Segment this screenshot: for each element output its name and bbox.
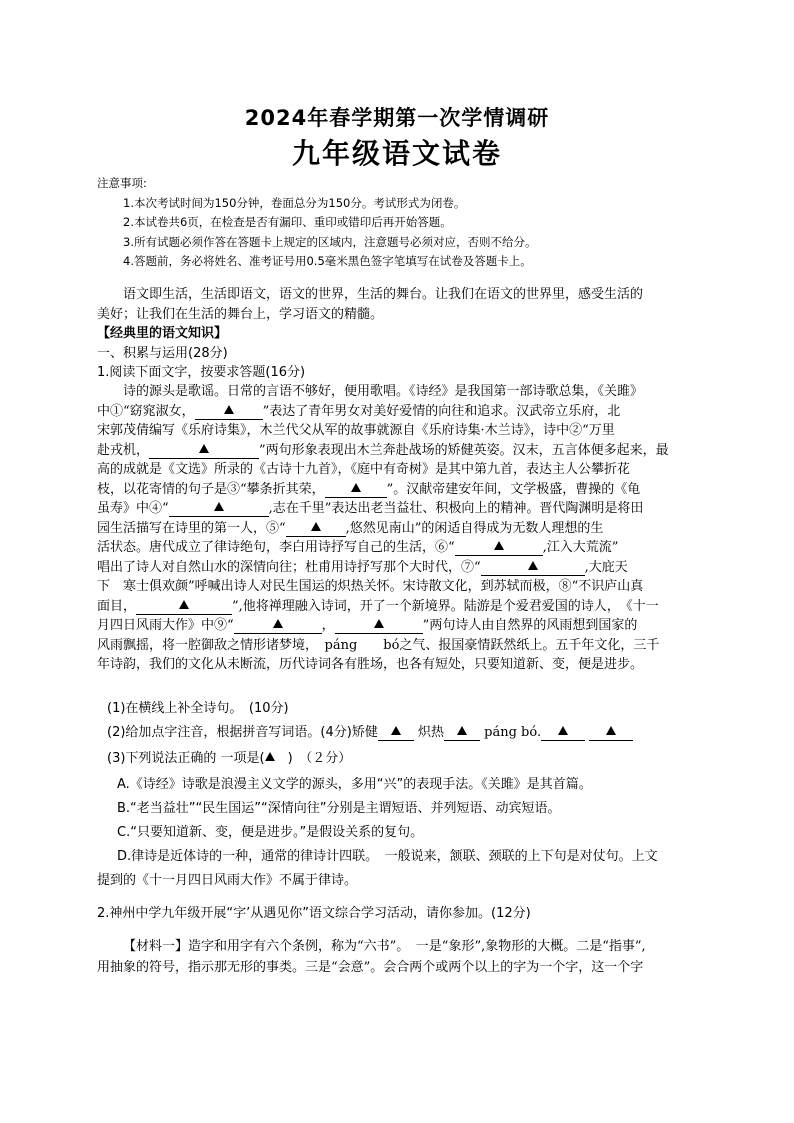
passage-text: ”,他将禅理融入诗词，开了一个新境界。陆游是个爱君爱国的诗人， 《十一 [232,598,659,614]
passage-text: 虽寿》中④“ [97,501,169,516]
passage-line: 诗的源头是歌谣。日常的言语不够好，便用歌唱。《诗经》是我国第一部诗歌总集，《关雎》 [123,384,644,399]
material-line: 用抽象的符号，指示那无形的事类。三是“会意”。会合两个或两个以上的字为一个字，这一个字 [97,960,644,975]
triangle-icon [606,726,616,735]
passage-text: 唱出了诗人对自然山水的深情向往；杜甫用诗抒写那个大时代，⑦“ [97,559,481,575]
subquestion-3-text: (3)下列说法正确的 一项是( [107,751,265,766]
section-label: 【经典里的语文知识】 [97,326,228,341]
answer-blank-chire[interactable] [444,726,480,741]
page-title: 2024年春学期第一次学情调研 [244,106,550,130]
subquestion-2-text: (2)给加点字注音，根据拼音写词语。(4分)矫健 [107,725,378,740]
notice-block [97,174,717,272]
question-1-heading: 1.阅读下面文字，按要求答题(16分) [97,365,306,380]
passage-line: 年诗韵，我们的文化从未断流，历代诗词各有胜场，也各有短处，只要知道新、变，便是进步。 [97,657,644,672]
answer-blank-4[interactable] [169,502,269,517]
passage-text: ”表达了青年男女对美好爱情的向往和追求。汉武帝立乐府，北 [262,403,621,419]
passage: 诗的源头是歌谣。日常的言语不够好，便用歌唱。《诗经》是我国第一部诗歌总集，《关雎》 中①“窈窕淑女， ”表达了青年男女对美好爱情的向往和追求。汉武帝立乐府，北 宋郭茂倩编写《乐府诗集》，木兰代父从军的故事就源自《乐府诗集·木兰诗》，诗中②“万里 赴戎机， ”两句形象表现出木兰奔赴战场的矫健英姿。汉末，五言体便多起来，最 高的成就是《文选》所录的《古诗十九首》，《庭中有奇树》是其中第九首，表达主人公攀折花 枝，以花寄情的句子是③“攀条折其荣， ”。汉献帝建安年间，文学极盛，曹操的《龟 虽寿》中④“ ,志在千里”表达出老当益壮、积极向上的精神。晋代陶渊明是将田 园生活描写在诗里的第一人，⑤“ ,悠然见南山”的闲适自得成为无数人理想的生 活状态。唐代成立了律诗绝句，李白用诗抒写自己的生活，⑥“ ,江入大荒流” 唱出了诗人对自然山水的深情向往；杜甫用诗抒写那个大时代，⑦“ ,大庇天 下 寒士俱欢颜”呼喊出诗人对民生国运的炽热关怀。宋诗散文化，到苏轼而极，⑧“不识庐山真 面目， ”,他将禅理融入诗词，开了一个新境界。陆游是个爱君爱国的诗人， 《十一 月四日风雨大作》中⑨“ ， ”两句诗人由自然界的风雨想到国家的 风雨飘摇，将一腔御敌之情形诸梦境， páng bó之气、报国豪情跃然纸上。五千年文化，三千 年诗韵，我们的文化从未断流，历代诗词各有胜场，也各有短处，只要知道新、变，便是进步。 [97,382,717,675]
answer-blank-3[interactable] [325,483,387,498]
intro-line: 美好；让我们在生活的舞台上，学习语文的精髓。 [97,306,384,322]
answer-blank-9b[interactable] [335,619,423,634]
triangle-icon [558,726,568,735]
notice-heading: 注意事项: [97,176,147,190]
passage-text: ,悠然见南山”的闲适自得成为无数人理想的生 [345,520,604,536]
notice-item: 1.本次考试时间为150分钟，卷面总分为150分。考试形式为闭卷。 [123,195,466,210]
answer-blank-8[interactable] [136,600,232,615]
answer-blank-2[interactable] [149,444,259,459]
subquestions [97,697,717,893]
notice-item: 3.所有试题必须作答在答题卡上规定的区域内，注意题号必须对应，否则不给分。 [123,234,537,249]
answer-blank-pangbo-2[interactable] [589,726,633,741]
passage-text: 面目， [97,598,137,614]
material-1 [97,936,717,978]
subquestion-3-text: ) （２分） [274,751,352,766]
triangle-icon [528,561,538,570]
answer-blank-1[interactable] [195,405,263,420]
passage-text: ,江入大荒流” [542,540,619,555]
triangle-icon [179,600,189,609]
passage-text: 月四日风雨大作》中⑨“ [97,618,234,633]
option-b: B.“老当益壮”“民生国运”“深情向往”分别是主谓短语、并列短语、动宾短语。 [117,801,561,816]
answer-blank-7[interactable] [481,561,585,576]
answer-blank-jiaojian[interactable] [378,726,414,741]
passage-text: 赴戎机， [97,442,150,458]
passage-text: ”两句形象表现出木兰奔赴战场的矫健英姿。汉末，五言体便多起来，最 [259,442,669,458]
passage-text: 中①“窈窕淑女， [97,403,195,419]
passage-line: 宋郭茂倩编写《乐府诗集》，木兰代父从军的故事就源自《乐府诗集·木兰诗》，诗中②“万里 [97,423,615,438]
triangle-icon [374,619,384,628]
option-d-cont: 提到的《十一月四日风雨大作》不属于律诗。 [97,873,358,888]
word-chire: 炽热 [417,725,444,740]
option-a: A.《诗经》诗歌是浪漫主义文学的源头，多用“兴”的表现手法。《关雎》是其首篇。 [117,777,592,792]
passage-text: ,志在千里”表达出老当益壮、积极向上的精神。晋代陶渊明是将田 [268,501,644,516]
material-line: 【材料一】造字和用字有六个条例，称为“六书”。 一是“象形”,象物形的大概。二是“指事”, [123,939,646,954]
passage-text: ”。汉献帝建安年间，文学极盛，曹操的《龟 [386,481,641,497]
answer-blank-pangbo-1[interactable] [541,726,585,741]
answer-blank-6[interactable] [455,541,543,556]
triangle-icon [351,483,361,492]
passage-text: ”两句诗人由自然界的风雨想到国家的 [422,618,638,633]
part-heading: 一、积累与运用(28分) [97,345,228,361]
question-2-heading: 2.神州中学九年级开展“字’从遇见你”语文综合学习活动，请你参加。(12分) [97,906,531,921]
subquestion-1: (1)在横线上补全诗句。 (10分) [107,701,289,716]
passage-line: 高的成就是《文选》所录的《古诗十九首》，《庭中有奇树》是其中第九首，表达主人公攀折花 [97,462,631,477]
triangle-icon [214,502,224,511]
triangle-icon [391,726,401,735]
passage-text: 园生活描写在诗里的第一人，⑤“ [97,520,286,536]
answer-blank-9a[interactable] [234,619,322,634]
notice-item: 2.本试卷共6页，在检查是否有漏印、重印或错印后再开始答题。 [123,215,452,229]
triangle-icon [311,522,321,531]
passage-line: 下 寒士俱欢颜”呼喊出诗人对民生国运的炽热关怀。宋诗散文化，到苏轼而极，⑧“不识庐山真 [97,579,644,594]
passage-line: 风雨飘摇，将一腔御敌之情形诸梦境， páng bó之气、报国豪情跃然纸上。五千年文化，三千 [97,637,660,653]
triangle-icon [457,726,467,735]
triangle-icon [494,541,504,550]
notice-item: 4.答题前，务必将姓名、准考证号用0.5毫米黑色签字笔填写在试卷及答题卡上。 [123,254,532,268]
option-c: C.“只要知道新、变，便是进步。”是假设关系的复句。 [117,825,424,840]
passage-text: 枝，以花寄情的句子是③“攀条折其荣， [97,481,325,497]
triangle-icon [224,405,234,414]
intro-block [97,285,717,383]
passage-text: 活状态。唐代成立了律诗绝句，李白用诗抒写自己的生活，⑥“ [97,540,455,555]
intro-line: 语文即生活，生活即语文，语文的世界，生活的舞台。让我们在语文的世界里，感受生活的 [123,287,644,302]
pinyin-pangbo: páng bó. [484,725,542,740]
passage-text: ,大庇天 [584,559,628,575]
answer-blank-5[interactable] [286,522,346,537]
triangle-icon [199,444,209,453]
triangle-icon [273,619,283,628]
page-subtitle: 九年级语文试卷 [291,137,502,170]
option-d: D.律诗是近体诗的一种，通常的律诗计四联。 一般说来，颔联、颈联的上下句是对仗句。上文 [117,849,658,864]
triangle-icon [265,752,275,761]
